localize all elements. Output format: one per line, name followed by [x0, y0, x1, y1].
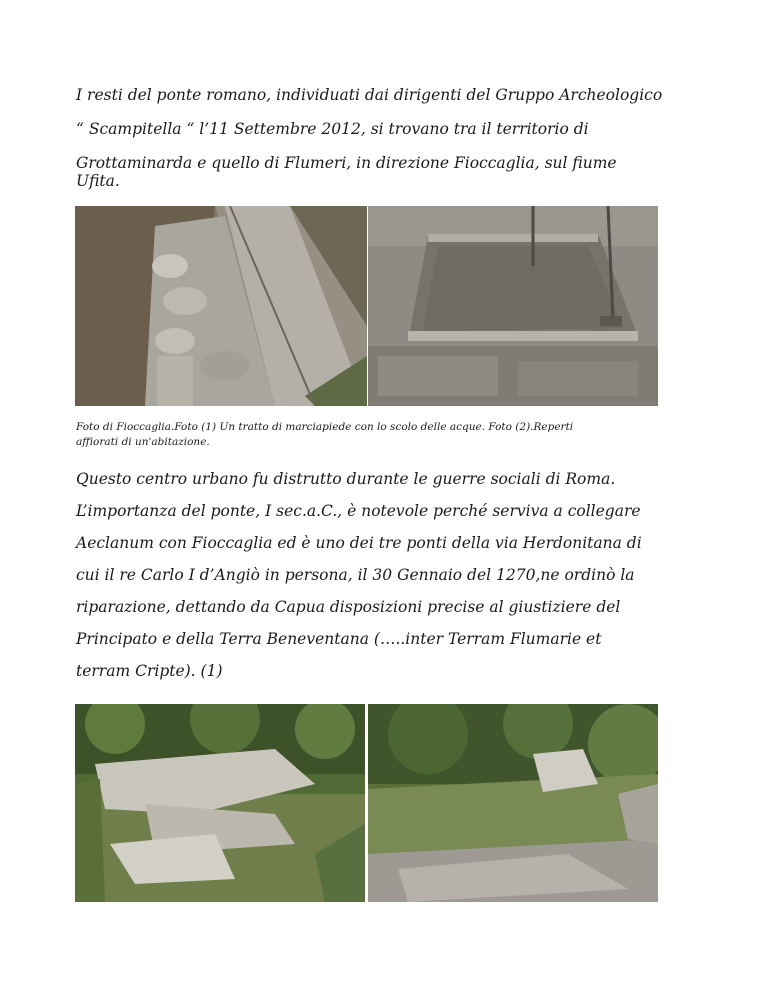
intro-line-2: “ Scampitella “ l’11 Settembre 2012, si trovano tra il territorio di	[76, 120, 589, 138]
caption-line-1: Foto di Fioccaglia.Foto (1) Un tratto di marciapiede con lo scolo delle acque. Foto (2).Reperti	[76, 421, 574, 433]
body-line-6: Principato e della Terra Beneventana (…..inter Terram Flumarie et	[76, 630, 602, 648]
body-line-3: Aeclanum con Fioccaglia ed è uno dei tre ponti della via Herdonitana di	[76, 534, 642, 552]
body-line-1: Questo centro urbano fu distrutto durante le guerre sociali di Roma.	[76, 470, 616, 488]
intro-line-3: Grottaminarda e quello di Flumeri, in direzione Fioccaglia, sul fiume	[76, 154, 617, 172]
intro-line-4: Ufita.	[76, 172, 120, 190]
body-line-5: riparazione, dettando da Capua disposizioni precise al giustiziere del	[76, 598, 621, 616]
photo-river-rocks	[75, 704, 365, 902]
photo-sidewalk-drain	[75, 206, 367, 406]
photo-river-pool	[368, 704, 658, 902]
photo-house-remains	[368, 206, 658, 406]
caption-line-2: affiorati di un'abitazione.	[76, 436, 210, 448]
body-line-4: cui il re Carlo I d’Angiò in persona, il 30 Gennaio del 1270,ne ordinò la	[76, 566, 635, 584]
body-line-2: L’importanza del ponte, I sec.a.C., è notevole perché serviva a collegare	[76, 502, 641, 520]
body-line-7: terram Cripte). (1)	[76, 662, 223, 680]
intro-line-1: I resti del ponte romano, individuati dai dirigenti del Gruppo Archeologico	[76, 86, 663, 104]
photo-caption	[76, 420, 666, 450]
